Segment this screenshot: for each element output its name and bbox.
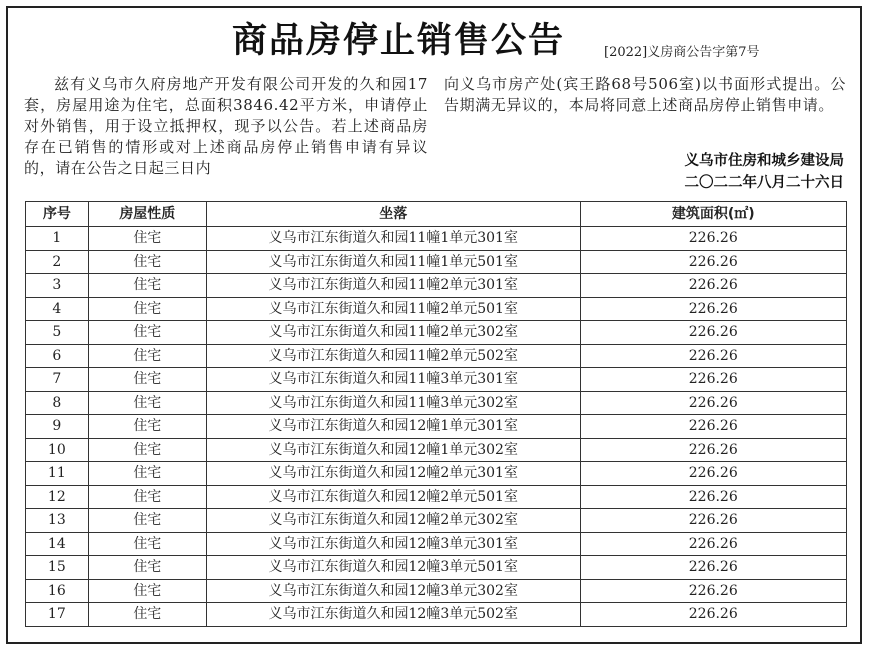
- cell-serial-number: 8: [26, 391, 89, 415]
- property-table: [25, 201, 847, 627]
- cell-location: 义乌市江东街道久和园12幢3单元501室: [206, 556, 580, 580]
- table-row: [26, 321, 847, 345]
- cell-property-type: 住宅: [88, 321, 206, 345]
- cell-location: 义乌市江东街道久和园11幢2单元501室: [206, 297, 580, 321]
- notice-title: 商品房停止销售公告: [232, 21, 566, 61]
- cell-property-type: 住宅: [88, 415, 206, 439]
- cell-property-type: 住宅: [88, 485, 206, 509]
- cell-floor-area: 226.26: [580, 391, 846, 415]
- cell-location: 义乌市江东街道久和园11幢2单元302室: [206, 321, 580, 345]
- cell-property-type: 住宅: [88, 603, 206, 627]
- cell-floor-area: 226.26: [580, 415, 846, 439]
- cell-location: 义乌市江东街道久和园12幢2单元302室: [206, 509, 580, 533]
- cell-floor-area: 226.26: [580, 368, 846, 392]
- cell-property-type: 住宅: [88, 274, 206, 298]
- cell-serial-number: 5: [26, 321, 89, 345]
- table-row: [26, 579, 847, 603]
- cell-location: 义乌市江东街道久和园12幢3单元301室: [206, 532, 580, 556]
- cell-property-type: 住宅: [88, 579, 206, 603]
- cell-serial-number: 9: [26, 415, 89, 439]
- header-floor-area: 建筑面积(㎡): [580, 202, 846, 227]
- cell-location: 义乌市江东街道久和园12幢1单元302室: [206, 438, 580, 462]
- cell-serial-number: 10: [26, 438, 89, 462]
- cell-serial-number: 15: [26, 556, 89, 580]
- cell-location: 义乌市江东街道久和园11幢2单元301室: [206, 274, 580, 298]
- cell-location: 义乌市江东街道久和园12幢3单元502室: [206, 603, 580, 627]
- table-row: [26, 556, 847, 580]
- cell-floor-area: 226.26: [580, 556, 846, 580]
- cell-floor-area: 226.26: [580, 509, 846, 533]
- cell-serial-number: 13: [26, 509, 89, 533]
- cell-serial-number: 7: [26, 368, 89, 392]
- cell-property-type: 住宅: [88, 368, 206, 392]
- table-body: [26, 227, 847, 627]
- cell-location: 义乌市江东街道久和园11幢3单元301室: [206, 368, 580, 392]
- cell-property-type: 住宅: [88, 250, 206, 274]
- table-row: [26, 509, 847, 533]
- cell-location: 义乌市江东街道久和园11幢2单元502室: [206, 344, 580, 368]
- cell-property-type: 住宅: [88, 462, 206, 486]
- cell-floor-area: 226.26: [580, 274, 846, 298]
- table-row: [26, 438, 847, 462]
- cell-serial-number: 11: [26, 462, 89, 486]
- header-serial-number: 序号: [26, 202, 89, 227]
- cell-property-type: 住宅: [88, 532, 206, 556]
- cell-location: 义乌市江东街道久和园11幢3单元302室: [206, 391, 580, 415]
- cell-property-type: 住宅: [88, 556, 206, 580]
- cell-serial-number: 4: [26, 297, 89, 321]
- table-row: [26, 532, 847, 556]
- cell-location: 义乌市江东街道久和园11幢1单元301室: [206, 227, 580, 251]
- cell-location: 义乌市江东街道久和园12幢3单元302室: [206, 579, 580, 603]
- table-header-row: [26, 202, 847, 227]
- cell-floor-area: 226.26: [580, 485, 846, 509]
- table-row: [26, 603, 847, 627]
- cell-property-type: 住宅: [88, 297, 206, 321]
- cell-property-type: 住宅: [88, 227, 206, 251]
- notice-body-column-2: 向义乌市房产处(宾王路68号506室)以书面形式提出。公告期满无异议的，本局将同意上述商品房停止销售申请。: [444, 75, 846, 114]
- header-property-type: 房屋性质: [88, 202, 206, 227]
- cell-floor-area: 226.26: [580, 462, 846, 486]
- issuing-authority: 义乌市住房和城乡建设局: [684, 153, 844, 169]
- cell-serial-number: 1: [26, 227, 89, 251]
- cell-serial-number: 17: [26, 603, 89, 627]
- cell-location: 义乌市江东街道久和园12幢2单元501室: [206, 485, 580, 509]
- cell-floor-area: 226.26: [580, 603, 846, 627]
- table-row: [26, 297, 847, 321]
- cell-serial-number: 2: [26, 250, 89, 274]
- cell-floor-area: 226.26: [580, 532, 846, 556]
- cell-floor-area: 226.26: [580, 297, 846, 321]
- cell-floor-area: 226.26: [580, 344, 846, 368]
- cell-floor-area: 226.26: [580, 438, 846, 462]
- header-location: 坐落: [206, 202, 580, 227]
- cell-location: 义乌市江东街道久和园11幢1单元501室: [206, 250, 580, 274]
- document-number: [2022]义房商公告字第7号: [604, 45, 760, 60]
- cell-property-type: 住宅: [88, 438, 206, 462]
- cell-serial-number: 3: [26, 274, 89, 298]
- cell-floor-area: 226.26: [580, 250, 846, 274]
- cell-property-type: 住宅: [88, 509, 206, 533]
- table-row: [26, 274, 847, 298]
- cell-floor-area: 226.26: [580, 579, 846, 603]
- cell-property-type: 住宅: [88, 391, 206, 415]
- table-row: [26, 250, 847, 274]
- cell-serial-number: 16: [26, 579, 89, 603]
- cell-location: 义乌市江东街道久和园12幢1单元301室: [206, 415, 580, 439]
- table-row: [26, 368, 847, 392]
- cell-floor-area: 226.26: [580, 227, 846, 251]
- cell-location: 义乌市江东街道久和园12幢2单元301室: [206, 462, 580, 486]
- cell-floor-area: 226.26: [580, 321, 846, 345]
- issue-date: 二〇二二年八月二十六日: [684, 175, 844, 191]
- table-row: [26, 462, 847, 486]
- table-row: [26, 485, 847, 509]
- cell-serial-number: 6: [26, 344, 89, 368]
- cell-property-type: 住宅: [88, 344, 206, 368]
- notice-body-column-1: 兹有义乌市久府房地产开发有限公司开发的久和园17套，房屋用途为住宅，总面积3846.42平方米，申请停止对外销售，用于设立抵押权，现予以公告。若上述商品房存在已销售的情形或对上述商品房停止销售申请有异议的，请在公告之日起三日内: [24, 75, 428, 177]
- table-row: [26, 344, 847, 368]
- table-row: [26, 227, 847, 251]
- table-row: [26, 391, 847, 415]
- cell-serial-number: 14: [26, 532, 89, 556]
- cell-serial-number: 12: [26, 485, 89, 509]
- table-row: [26, 415, 847, 439]
